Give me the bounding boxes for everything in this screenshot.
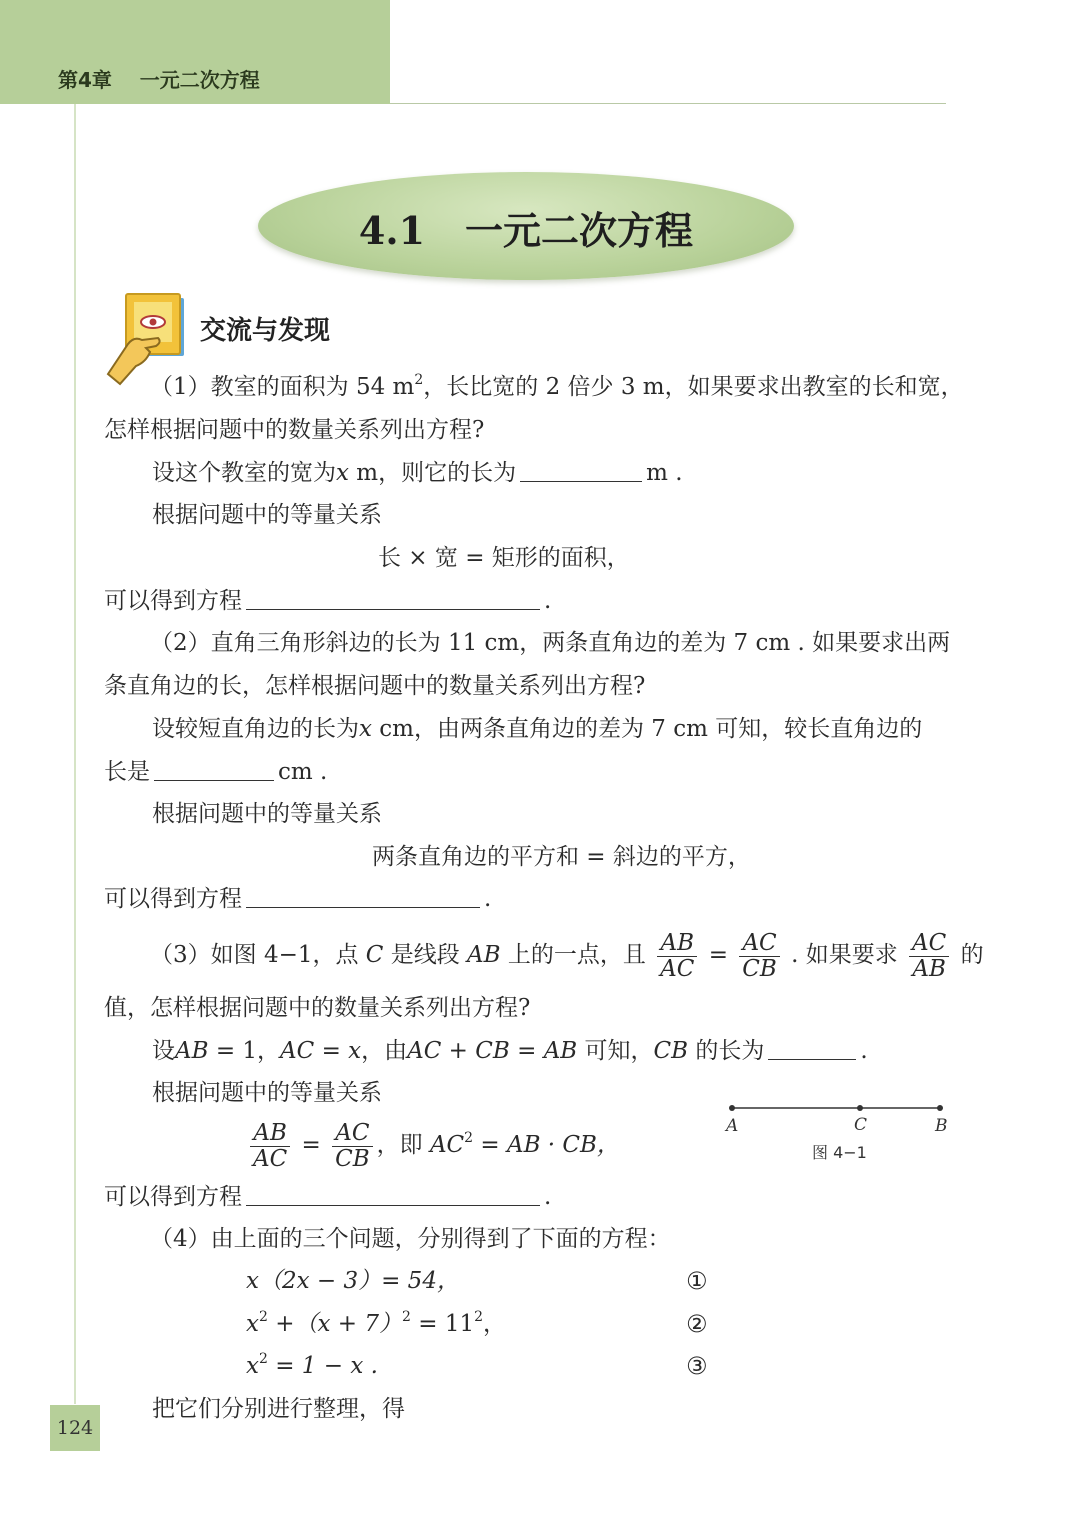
equation-3: $x^2 = 1 - x$ .	[246, 1351, 378, 1379]
q1-answer-blank-length[interactable]	[520, 459, 642, 482]
q2-line-5: 根据问题中的等量关系	[152, 801, 382, 827]
point-b-label: B	[935, 1116, 948, 1136]
equation-2: $x^2 +(x + 7)^2 = 11^2$，	[246, 1309, 507, 1337]
fraction-ac-over-cb: $\frac{AC}{CB}$	[739, 931, 780, 982]
q2-line-1: （2）直角三角形斜边的长为 11 cm，两条直角边的差为 7 cm . 如果要求出两	[150, 630, 951, 656]
q1-line-4: 根据问题中的等量关系	[152, 502, 382, 528]
q1-line-3: 设这个教室的宽为x m，则它的长为 m .	[152, 460, 683, 486]
q3-line-6: 可以得到方程 .	[104, 1184, 552, 1210]
q2-answer-blank-equation[interactable]	[246, 885, 480, 908]
figure-caption: 图 4−1	[812, 1143, 867, 1162]
q4-line-last: 把它们分别进行整理，得	[152, 1396, 405, 1422]
q4-line-1: （4）由上面的三个问题，分别得到了下面的方程：	[150, 1226, 671, 1252]
q3-answer-blank-equation[interactable]	[246, 1183, 540, 1206]
q2-line-3: 设较短直角边的长为x cm，由两条直角边的差为 7 cm 可知，较长直角边的	[152, 716, 923, 742]
q2-line-4: 长是 cm .	[104, 759, 328, 785]
q3-line-4: 根据问题中的等量关系	[152, 1080, 382, 1106]
point-c-label: C	[854, 1115, 868, 1135]
figure-4-1	[720, 1098, 960, 1168]
q1-line-2: 怎样根据问题中的数量关系列出方程?	[104, 417, 485, 443]
q2-answer-blank-length[interactable]	[154, 758, 274, 781]
q1-relation: 长 × 宽 = 矩形的面积，	[378, 545, 630, 571]
q1-answer-blank-equation[interactable]	[246, 587, 540, 610]
q3-line-1: （3）如图 4−1，点 C 是线段 AB 上的一点，且 $\frac{AB}{AC}$ = $\frac{AC}{CB}$ . 如果要求 $\frac{AC}{AB}$ 的	[150, 929, 984, 982]
q3-line-2: 值，怎样根据问题中的数量关系列出方程?	[104, 995, 531, 1021]
equation-1: x（2x − 3）= 54，	[246, 1268, 460, 1294]
q1-line-6: 可以得到方程 .	[104, 588, 552, 614]
q2-line-7: 可以得到方程 .	[104, 886, 492, 912]
point-a-label: A	[726, 1116, 739, 1136]
equation-1-number: ①	[686, 1267, 708, 1295]
section-title: 4.1 一元二次方程	[358, 208, 694, 253]
margin-line	[74, 104, 76, 1404]
chapter-header: 第4章 一元二次方程	[58, 68, 260, 92]
fraction-ac-over-cb-2: $\frac{AC}{CB}$	[332, 1121, 373, 1172]
equation-2-number: ②	[686, 1310, 708, 1338]
q3-answer-blank-cb[interactable]	[768, 1037, 856, 1060]
page-number: 124	[50, 1405, 100, 1451]
q1-line-1: （1）教室的面积为 54 $m^2$，长比宽的 2 倍少 3 m，如果要求出教室的长和宽，	[150, 372, 964, 400]
q2-line-2: 条直角边的长，怎样根据问题中的数量关系列出方程?	[104, 673, 646, 699]
q3-line-3: 设AB = 1，AC = x，由AC + CB = AB 可知，CB 的长为 .	[152, 1038, 868, 1064]
equation-3-number: ③	[686, 1352, 708, 1380]
subsection-title: 交流与发现	[200, 316, 331, 346]
header-rule	[390, 103, 946, 104]
fraction-ab-over-ac: $\frac{AB}{AC}$	[657, 931, 697, 982]
fraction-ac-over-ab: $\frac{AC}{AB}$	[909, 931, 949, 982]
q3-relation: $\frac{AB}{AC}$ = $\frac{AC}{CB}$ ，即 $AC^2$ = AB · CB，	[246, 1120, 620, 1172]
fraction-ab-over-ac-2: $\frac{AB}{AC}$	[250, 1121, 290, 1172]
q2-relation: 两条直角边的平方和 = 斜边的平方，	[372, 844, 751, 870]
